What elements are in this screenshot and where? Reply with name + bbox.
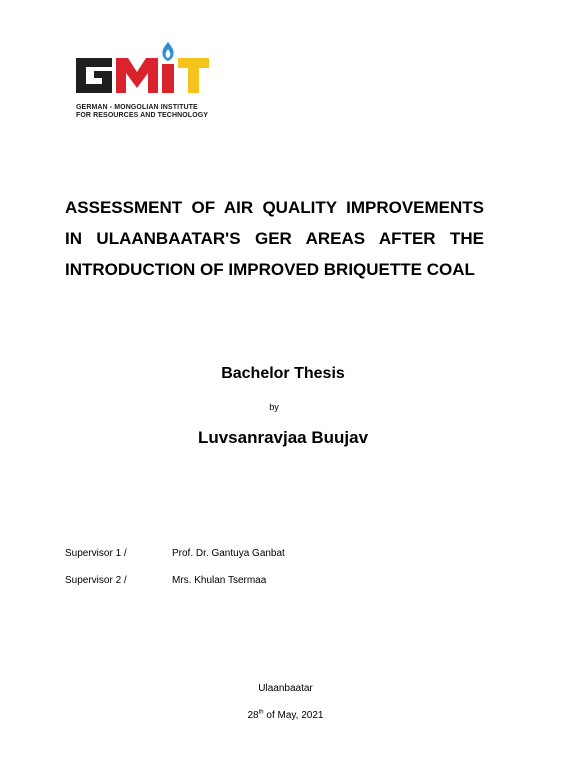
logo-line-2: FOR RESOURCES AND TECHNOLOGY <box>76 112 209 119</box>
author-name: Luvsanravjaa Buujav <box>197 428 369 447</box>
supervisor-name: Mrs. Khulan Tsermaa <box>172 575 267 586</box>
thesis-title: ASSESSMENT OF AIR QUALITY IMPROVEMENTS IN ULAANBAATAR'S GER AREAS AFTER THE INTRODUCTION OF IMPROVED BRIQUETTE COAL <box>65 198 484 279</box>
supervisor-name: Prof. Dr. Gantuya Ganbat <box>172 548 285 559</box>
supervisor-label: Supervisor 1 / <box>65 548 127 559</box>
date <box>0 710 566 721</box>
by-label: by <box>269 402 279 412</box>
logo-line-1: GERMAN - MONGOLIAN INSTITUTE <box>76 104 198 111</box>
gmit-logo <box>76 40 216 124</box>
thesis-type: Bachelor Thesis <box>221 365 345 382</box>
logo-institute-name <box>76 104 208 120</box>
date-rest: of May, 2021 <box>263 710 324 721</box>
date-day: 28 <box>247 710 259 721</box>
gmit-logo-mark <box>76 40 216 102</box>
date-suffix: th <box>258 709 264 716</box>
place: Ulaanbaatar <box>258 683 313 694</box>
supervisor-label: Supervisor 2 / <box>65 575 127 586</box>
